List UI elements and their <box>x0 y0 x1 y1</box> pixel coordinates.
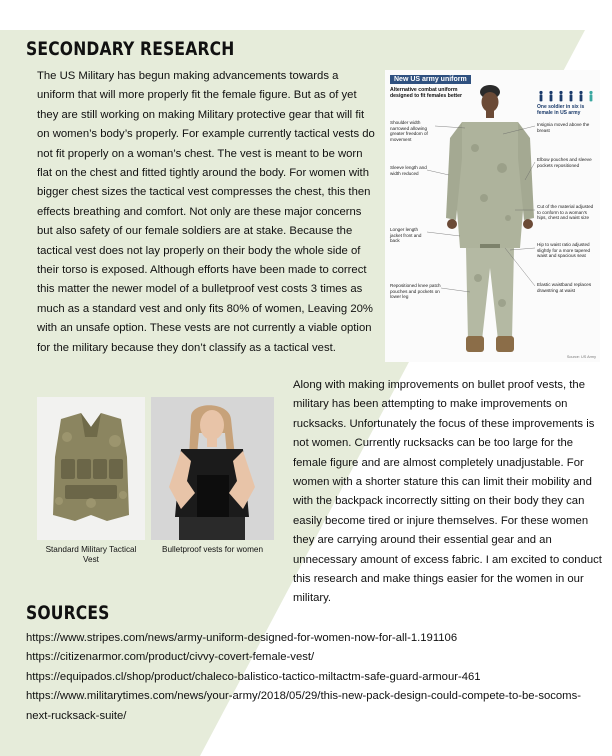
source-link[interactable]: https://www.stripes.com/news/army-uniform-designed-for-women-now-for-all-1.191106 <box>26 632 458 644</box>
section-heading-secondary-research: SECONDARY RESEARCH <box>26 38 235 60</box>
infographic-title: New US army uniform <box>390 75 471 84</box>
source-link[interactable]: https://equipados.cl/shop/product/chaleco-balistico-tactico-miltactm-safe-guard-armour-461 <box>26 670 481 683</box>
infographic-label-cut: Cut of the material adjusted to conform to a woman's hips, chest and waist size <box>537 204 594 221</box>
uniform-infographic <box>385 70 600 362</box>
infographic-source: Source: US Army <box>566 355 596 359</box>
caption-tactical-vest: Standard Military Tactical Vest <box>45 545 137 564</box>
women-vest-image <box>151 397 274 540</box>
infographic-label-knee: Repositioned knee patch pouches and pockets on lower leg <box>390 283 441 300</box>
source-link[interactable]: https://citizenarmor.com/product/civvy-covert-female-vest/ <box>26 651 315 664</box>
paragraph-rucksacks: Along with making improvements on bullet proof vests, the military has been attempting to make improvements on rucksacks. Unfortunately the focus of these improvements is not women. Currently rucksacks can be too large for the female figure and are almost completely unadjustable. For women with a shorter stature this can limit their mobility and with the backpack incorrectly sitting on their body they can easily become tired or injure themselves. For these women they are carrying around their essential gear and an unnecessary amount of excess fabric. I am excited to conduct this research and make things easier for the women in our military. <box>293 379 602 605</box>
source-link[interactable]: https://www.militarytimes.com/news/your-army/2018/05/29/this-new-pack-design-could-compete-to-be-socoms-next-rucksack-suite/ <box>26 690 582 722</box>
infographic-subtitle: Alternative combat uniform designed to fit females better <box>390 87 463 99</box>
section-heading-sources: SOURCES <box>26 602 110 624</box>
paragraph-vests: The US Military has begun making advancements towards a uniform that will more properly fit the female figure. But as of yet they are still working on making Military protective gear that will fit on women’s body’s properly. For example currently tactical vests do not fit properly on a woman’s chest. The vest is meant to be worn flat on the chest and fitted tightly around the body. For women with bigger chest sizes the tactical vest compresses the chest, this then effects breathing and comfort. Not only are these major concerns but also safety of our female soldiers are at stake. Because the tactical vest does not lay properly on their body the whole side of their torso is exposed. Although efforts have been made to correct this matter the newer model of a bulletproof vest costs 3 times as much as a standard vest and only fits 80% of women, Leaving 20% with an unsafe option. These vests are not currently a viable option for the military because they don’t classify as a tactical vest. <box>37 70 375 354</box>
women-vest-photo <box>151 397 274 540</box>
infographic-label-hip: Hip to waist ratio adjusted slightly for a more tapered waist and spacious seat <box>537 242 591 259</box>
infographic-label-sleeve: Sleeve length and width reduced <box>390 165 427 176</box>
infographic-label-jacket: Longer length jacket front and back <box>390 227 422 244</box>
infographic-label-shoulder: Shoulder width narrowed allowing greater freedom of movement <box>390 120 428 142</box>
tactical-vest-photo <box>37 397 145 540</box>
infographic-label-waistband: Elastic waistband replaces drawstring at waist <box>537 282 592 293</box>
sources-list <box>26 629 606 726</box>
infographic-leader-lines <box>385 70 600 362</box>
infographic-stat: One soldier in six is female in US army <box>537 104 585 116</box>
infographic-label-elbow: Elbow pouches and sleeve pockets repositioned <box>537 157 592 168</box>
infographic-label-insignia: Insignia moved above the breast <box>537 122 590 133</box>
caption-women-vest: Bulletproof vests for women <box>161 545 264 554</box>
tactical-vest-image <box>37 397 145 540</box>
